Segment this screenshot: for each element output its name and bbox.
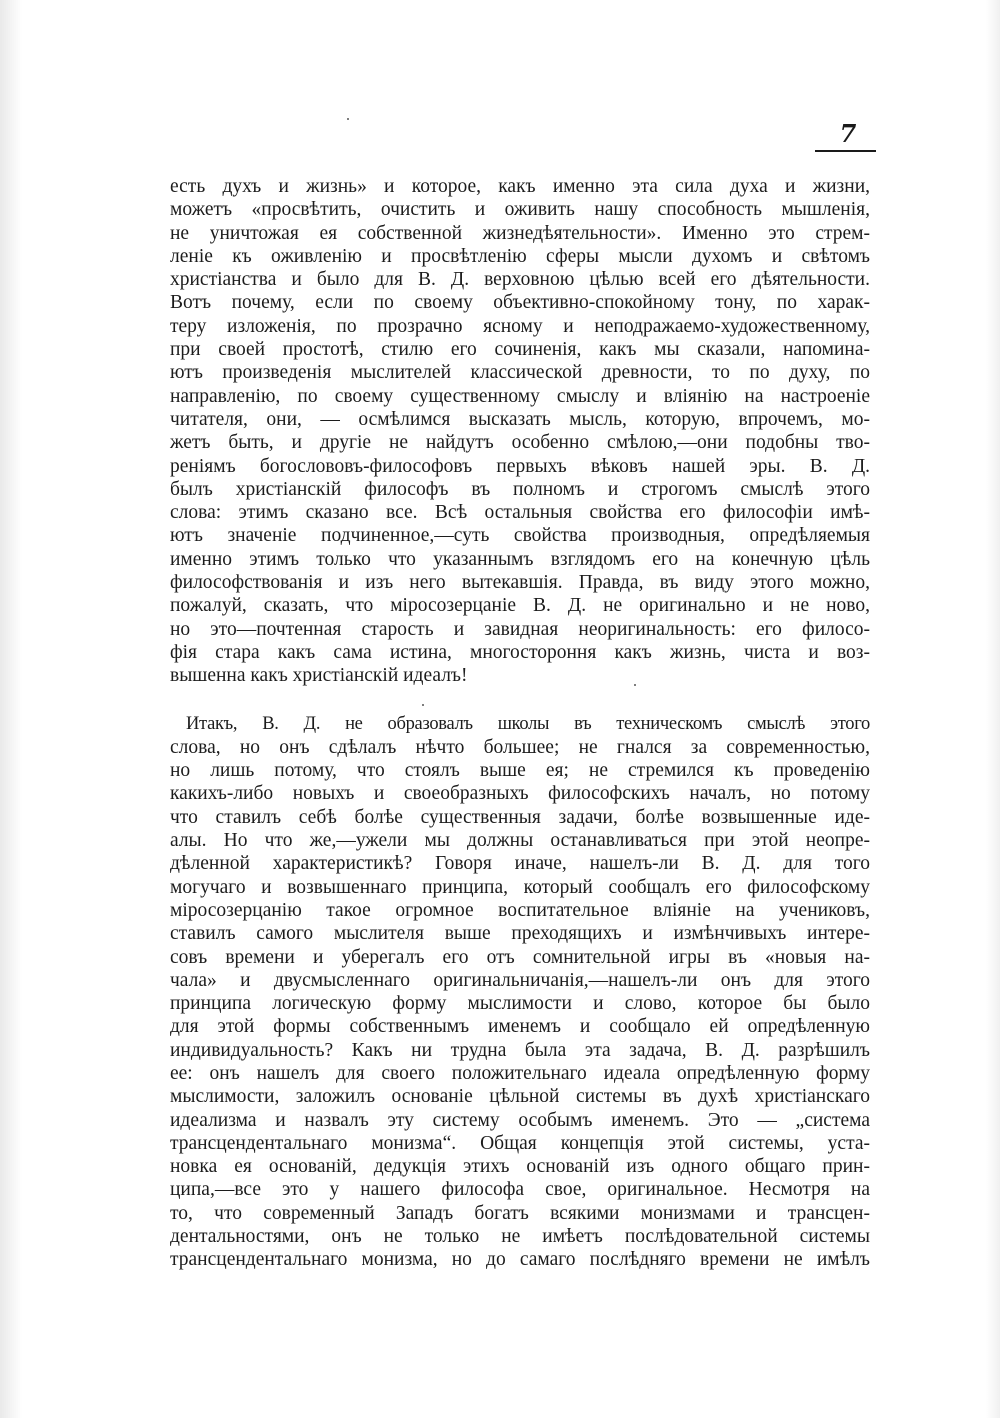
page-number: 7	[839, 119, 857, 148]
text-line: чала» и двусмысленнаго оригинальничанія,—нашелъ-ли онъ для этого	[170, 969, 870, 991]
text-line: что ставилъ себѣ болѣе существенныя задачи, болѣе возвышенные иде-	[170, 806, 870, 828]
text-line: какихъ-либо новыхъ и своеобразныхъ философскихъ началъ, но потому	[170, 783, 870, 805]
text-line: былъ христіанскій философъ въ полномъ и строгомъ смыслѣ этого	[170, 478, 870, 500]
text-line: міросозерцанію такое огромное воспитательное вліяніе на учениковъ,	[170, 899, 870, 921]
text-line: но лишь потому, что стоялъ выше ея; не стремился къ проведенію	[170, 760, 870, 782]
text-line: христіанства и было для В. Д. верховною цѣлью всей его дѣятельности.	[170, 269, 870, 291]
text-line: леніе къ оживленію и просвѣтленію сферы мысли духомъ и свѣтомъ	[170, 245, 870, 267]
text-line: есть духъ и жизнь» и которое, какъ именно эта сила духа и жизни,	[170, 176, 870, 197]
text-line: слова: этимъ сказано все. Всѣ остальныя свойства его философіи имѣ-	[170, 502, 870, 524]
text-line: направленію, по своему существенному смыслу и вліянію на настроеніе	[170, 385, 870, 407]
text-line: дентальностями, онъ не только не имѣетъ послѣдовательной системы	[170, 1226, 870, 1248]
text-line: жетъ быть, и другіе не найдутъ особенно смѣлою,—они подобны тво-	[170, 432, 870, 454]
text-line: дѣленной характеристикѣ? Говоря иначе, нашелъ-ли В. Д. для того	[170, 853, 870, 875]
text-line: ставилъ самого мыслителя выше преходящихъ и измѣнчивыхъ интере-	[170, 923, 870, 945]
text-line: теру изложенія, по прозрачно ясному и неподражаемо-художественному,	[170, 315, 870, 337]
text-line: не уничтожая ея собственной жизнедѣятельности». Именно это стрем-	[170, 222, 870, 244]
text-line: Вотъ почему, если по своему объективно-спокойному тону, по харак-	[170, 292, 870, 314]
text-line: принципа логическую форму мыслимости и слово, которое бы было	[170, 993, 870, 1015]
paragraph-gap	[170, 688, 870, 713]
paragraph-2	[170, 713, 870, 1272]
text-line: мыслимости, заложилъ основаніе цѣльной системы въ духѣ христіанскаго	[170, 1086, 870, 1108]
text-line: ципа,—все это у нашего философа свое, оригинальное. Несмотря на	[170, 1179, 870, 1201]
text-line: идеализма и назвалъ эту систему особымъ именемъ. Это — „система	[170, 1109, 870, 1131]
text-line: именно этимъ только что указаннымъ взглядомъ его на конечную цѣль	[170, 548, 870, 570]
scan-shadow-right	[986, 0, 1000, 1418]
scan-shadow-left	[0, 0, 22, 1418]
text-line: реніямъ богослововъ-философовъ первыхъ вѣковъ нашей эры. В. Д.	[170, 455, 870, 477]
text-line: слова, но онъ сдѣлалъ нѣчто большее; не гнался за современностью,	[170, 736, 870, 758]
page-number-rule	[815, 150, 876, 152]
text-line: трансцендентальнаго монизма, но до самаго послѣдняго времени не имѣлъ	[170, 1249, 870, 1271]
text-line: ее: онъ нашелъ для своего положительнаго идеала опредѣленную форму	[170, 1062, 870, 1084]
text-line: алы. Но что же,—ужели мы должны останавливаться при этой неопре-	[170, 830, 870, 852]
text-line: трансцендентальнаго монизма“. Общая концепція этой системы, уста-	[170, 1132, 870, 1154]
text-line: пожалуй, сказать, что міросозерцаніе В. Д. не оригинально и не ново,	[170, 595, 870, 617]
scan-speck	[422, 704, 424, 706]
text-line: Итакъ, В. Д. не образовалъ школы въ техническомъ смыслѣ этого	[186, 713, 870, 734]
paragraph-1	[170, 175, 870, 688]
text-line: могучаго и возвышеннаго принципа, который сообщалъ его философскому	[170, 876, 870, 898]
text-line: читателя, они, — осмѣлимся высказать мысль, которую, впрочемъ, мо-	[170, 408, 870, 430]
page-body	[170, 175, 870, 1272]
text-line: можетъ «просвѣтить, очистить и оживить нашу способность мышленія,	[170, 199, 870, 221]
text-line: фія стара какъ сама истина, многостороння какъ жизнь, чиста и воз-	[170, 641, 870, 663]
text-line: новка ея основаній, дедукція этихъ основаній изъ одного общаго прин-	[170, 1156, 870, 1178]
scan-speck	[347, 118, 349, 120]
text-line: совъ времени и уберегалъ его отъ сомнительной игры въ «новыя на-	[170, 946, 870, 968]
text-line: но это—почтенная старость и завидная неоригинальность: его филосо-	[170, 618, 870, 640]
text-line: ютъ значеніе подчиненное,—суть свойства производныя, опредѣляемыя	[170, 525, 870, 547]
text-line: вышенна какъ христіанскій идеалъ!	[170, 665, 468, 687]
text-line: философствованія и изъ него вытекавшія. Правда, въ виду этого можно,	[170, 572, 870, 594]
text-line: то, что современный Западъ богатъ всякими монизмами и трансцен-	[170, 1202, 870, 1224]
text-line: индивидуальность? Какъ ни трудна была эта задача, В. Д. разрѣшилъ	[170, 1039, 870, 1061]
text-line: при своей простотѣ, стилю его сочиненія, какъ мы сказали, напомина-	[170, 339, 870, 361]
text-line: ютъ произведенія мыслителей классической древности, то по духу, по	[170, 362, 870, 384]
scan-speck	[634, 684, 636, 686]
text-line: для этой формы собственнымъ именемъ и сообщало ей опредѣленную	[170, 1016, 870, 1038]
